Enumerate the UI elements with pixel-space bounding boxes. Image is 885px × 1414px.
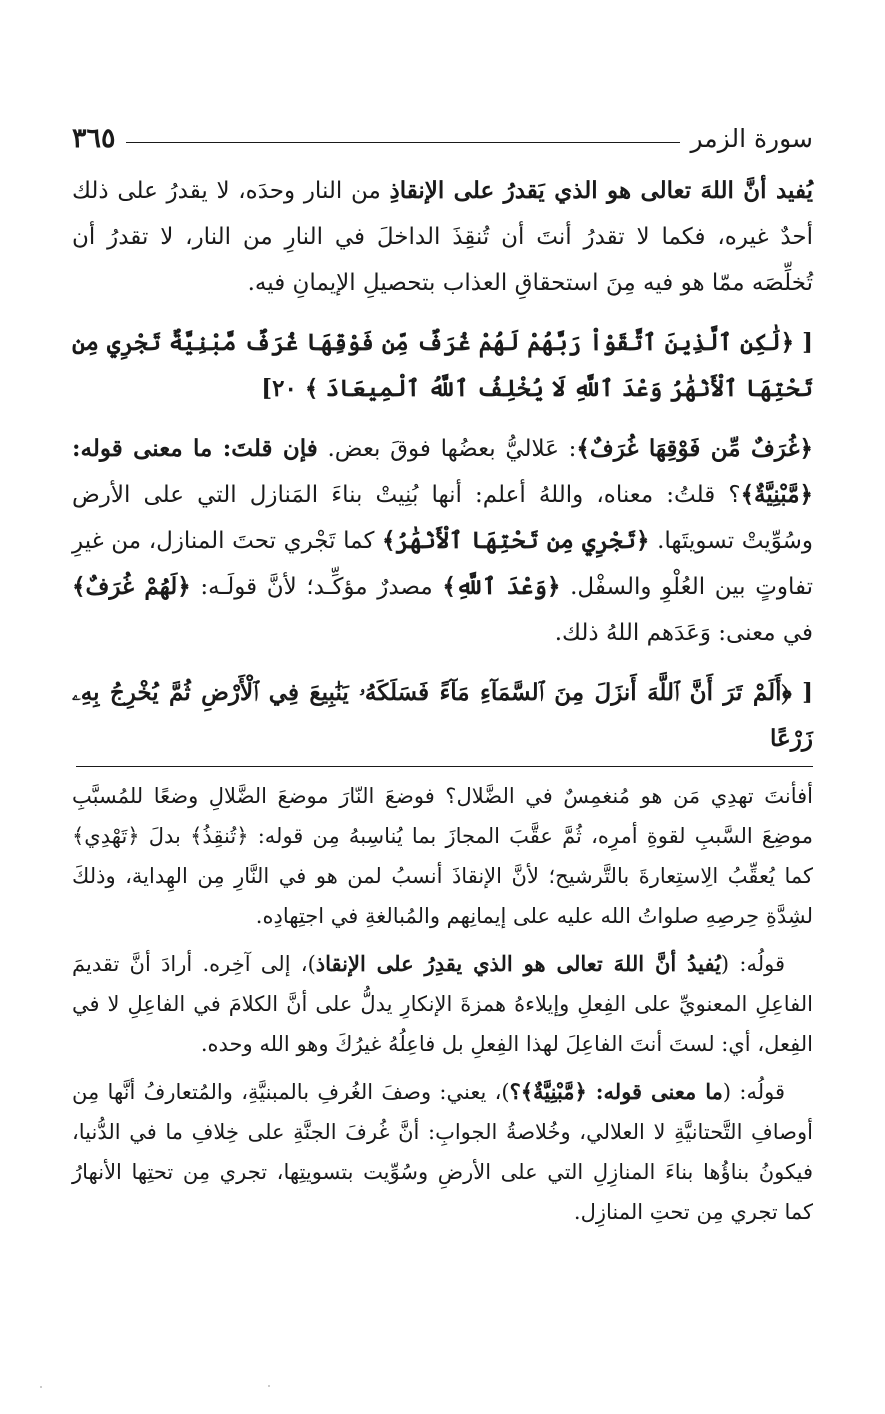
footnote-separator bbox=[76, 766, 813, 767]
quote-wada: ﴿وَعْدَ ٱللَّهِ﴾ bbox=[442, 573, 561, 600]
verse-20-text: لَٰكِنِ ٱلَّذِينَ ٱتَّقَوْاْ رَبَّهُمْ لَهُمْ غُرَفٌ مِّن فَوْقِهَا غُرَفٌ مَّبْنِيَّةٌ تَجْرِي مِن تَحْتِهَا ٱلْأَنْهَٰرُ وَعْدَ ٱللَّهِ لَا يُخْلِفُ ٱللَّهُ ٱلْمِيعَادَ bbox=[72, 329, 813, 402]
commentary-paragraph-1: أفأنتَ تهدِي مَن هو مُنغمِسٌ في الضَّلال؟ فوضعَ النّارَ موضعَ الضَّلالِ وضعًا للمُسبَّبِ موضِعَ السَّببِ لقوةِ أمرِه، ثُمَّ عقَّبَ المجازَ بما يُناسِبهُ مِن قوله: ﴿تُنقِذُ﴾ بدلَ ﴿تَهْدِي﴾ كما يُعقِّبُ الِاستِعارةَ بالتَّرشيح؛ لأنَّ الإنقاذَ أنسبُ لمن هو في النَّارِ مِن الهِداية، وذلكَ لشِدَّةِ حِرصِهِ صلواتُ الله عليه على إيمانِهم والمُبالغةِ في اجتِهادِه. bbox=[72, 784, 813, 928]
commentary-3-bold: ما معنى قوله: ﴿مَّبْنِيَّةٌ﴾؟ bbox=[509, 1079, 723, 1104]
verse-20-close: ﴾ ٢٠] bbox=[261, 375, 319, 402]
verse-21 bbox=[72, 670, 813, 762]
verse-21-text: أَلَمْ تَرَ أَنَّ ٱللَّهَ أَنزَلَ مِنَ ٱلسَّمَآءِ مَآءً فَسَلَكَهُۥ يَنَٰبِيعَ فِي ٱلْأَرْضِ ثُمَّ يُخْرِجُ بِهِۦ زَرْعًا bbox=[72, 679, 813, 752]
paragraph-2-text-3: كما تَجْري تحتَ المنازل، من غيرِ تفاوتٍ بين العُلْوِ والسفْل. bbox=[72, 528, 814, 600]
paper-speck bbox=[268, 1385, 270, 1387]
quote-tajri: ﴿تَجْرِي مِن تَحْتِهَا ٱلْأَنْهَٰرُ﴾ bbox=[382, 527, 650, 554]
commentary-3-text: )، يعني: وصفَ الغُرفِ بالمبنيَّةِ، والمُتعارفُ أنَّها مِن أوصافِ التَّحتانيَّةِ لا العلالي، وخُلاصةُ الجوابِ: أنَّ غُرفَ الجنَّةِ على خِلافِ ما في الدُّنيا، فيكونُ بناؤُها بناءَ المنازِلِ التي على الأرضِ وسُوِّيت بتسويتِها، تجري مِن تحتِها الأنهارُ كما تجري مِن تحتِ المنازِل. bbox=[72, 1080, 813, 1224]
verse-20-open: [ ﴿ bbox=[780, 329, 813, 356]
commentary-2-bold: يُفيدُ أنَّ اللهَ تعالى هو الذي يقدِرُ على الإنقاذ bbox=[315, 951, 721, 976]
paragraph-2-text-4: مصدرٌ مؤكِّـد؛ لأنَّ قولَـه: bbox=[190, 574, 443, 600]
verse-20 bbox=[72, 320, 813, 412]
page-number: ٣٦٥ bbox=[72, 122, 116, 154]
quote-lahum: ﴿لَهُمْ غُرَفٌ﴾ bbox=[72, 573, 191, 600]
paragraph-1-text: من النار وحدَه، لا يقدرُ على ذلك أحدٌ غيره، فكما لا تقدرُ أنتَ أن تُنقِذَ الداخلَ في النارِ من النار، لا تقدرُ أن تُخلِّصَه ممّا هو فيه مِنَ استحقاقِ العذاب بتحصيلِ الإيمانِ فيه. bbox=[72, 178, 813, 296]
verse-21-open: [ ﴿ bbox=[781, 679, 813, 706]
paragraph-2-question: فإن قلتَ: ما معنى قوله: bbox=[72, 435, 318, 462]
commentary-2-lead: قولُه: ( bbox=[720, 952, 785, 976]
running-header bbox=[72, 118, 813, 158]
quote-mabniyya: ﴿مَّبْنِيَّةٌ﴾ bbox=[740, 481, 813, 508]
commentary-3-lead: قولُه: ( bbox=[722, 1080, 785, 1104]
commentary-paragraph-3 bbox=[72, 1072, 813, 1232]
paragraph-2-text-2: ؟ قلتُ: معناه، واللهُ أعلم: أنها بُنِيتْ بناءَ المَنازل التي على الأرض وسُوِّيتْ تسويتَها. bbox=[72, 482, 814, 554]
header-rule bbox=[126, 142, 681, 143]
paragraph-1-bold: يُفيد أنَّ اللهَ تعالى هو الذي يَقدرُ على الإنقاذِ bbox=[389, 177, 813, 204]
commentary-2-text: )، إلى آخِره. أرادَ أنَّ تقديمَ الفاعِلِ المعنويِّ على الفِعلِ وإيلاءهُ همزةَ الإنكارِ يدلُّ على أنَّ الكلامَ في الفاعِلِ لا في الفِعل، أي: لستَ أنتَ الفاعِلَ لهذا الفِعلِ بل فاعِلُهُ غيرُكَ وهو الله وحده. bbox=[72, 952, 813, 1056]
surah-title: سورة الزمر bbox=[690, 123, 813, 153]
commentary bbox=[72, 776, 813, 1240]
paragraph-2-text-1: : عَلاليُّ بعضُها فوقَ بعض. bbox=[317, 436, 577, 462]
quote-ghuraf: ﴿غُرَفٌ مِّن فَوْقِهَا غُرَفٌ﴾ bbox=[576, 435, 813, 462]
paragraph-2-text-5: في معنى: وَعَدَهم اللهُ ذلك. bbox=[554, 620, 813, 646]
main-text bbox=[72, 168, 813, 772]
commentary-paragraph-2 bbox=[72, 944, 813, 1064]
paragraph-2 bbox=[72, 426, 813, 656]
paper-speck bbox=[40, 1386, 42, 1388]
paragraph-1 bbox=[72, 168, 813, 306]
